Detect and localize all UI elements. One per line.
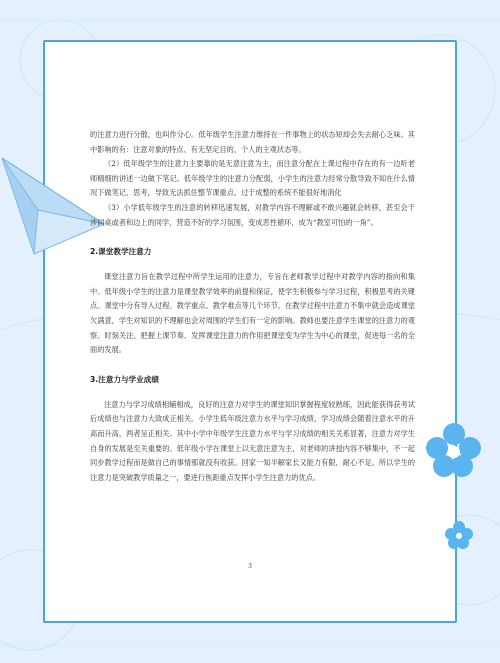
- point-2-paragraph: （2）低年级学生的注意力主要靠的是无意注意为主，而注意分配在上课过程中存在的有一边听老师精细的讲述一边做下笔记。低年级学生的注意力分配弱，小学生的注意力经常分散导致不知在什么情况下做笔记、思考，导致无法抓住整节课重点。过于成整的系统不能很好地消化: [90, 159, 415, 198]
- flower-icon: [424, 420, 484, 480]
- section-2-paragraph: 课堂注意力旨在教学过程中所学生运用的注意力，专旨在老师教学过程中对教学内容的指向和集中。低年级小学生的注意力是课堂教学效率的前提和保证，使学生积极参与学习过程，积极思考的关键点。课堂中分有导入过程、教学重点、教学难点等几个环节，在教学过程中注意力不集中就会造成课堂欠满意，学生对知识的不理解也会对周围的学生们有一定的影响。教师也要注意学生课堂的注意力的观察、时刻关注、把握上课节奏、发挥课堂注意力的作用把课堂变为学生为中心的课堂，促进每一名的全面的发展。: [90, 272, 415, 355]
- document-body: [90, 128, 415, 485]
- section-3-paragraph: 注意力与学习成绩相辅相成，良好的注意力对学生的课堂知识掌握程度较熟练，因此能获得获考试后成绩也与注意力大致成正相关。小学生低年级注意力水平与学习成绩，学习成绩会随着注意水平的升高而升高，两者呈正相关。其中小学中年级学生注意力水平与学习成绩的相关关系显著，注意力对学生自身的发展是至关重要的。低年级小学在课堂上以无意注意为主，对老师的讲授内容不够集中，不一起同步教学过程而是做自己的事情那就没有收获。回家一知半解家长又能力有限，耐心不足。所以学生的注意力是突破教学质量之一，要进行焦距重点发挥小学生注意力的优点。: [90, 399, 415, 482]
- flower-small-icon: [444, 520, 474, 550]
- point-3-paragraph: （3）小学低年级学生的注意的转移迅速发展，对教学内容不理解或不敢兴趣就会转移，甚至会干涉同桌或者和边上的同学，营造不好的学习氛围，变成恶性循环，成为“教室可怕的一角”。: [90, 202, 415, 227]
- page-number: 3: [248, 563, 252, 570]
- intro-paragraph: 的注意力进行分散，也叫作分心。低年级学生注意力维持在一件事物上的状态短却会失去耐心乏味。其中影响的有：注意对象的特点、有无坚定目的、个人的主观状态等。: [90, 130, 415, 154]
- section-2-heading: 2.课堂教学注意力: [90, 247, 152, 257]
- section-3-heading: 3.注意力与学业成绩: [90, 374, 159, 384]
